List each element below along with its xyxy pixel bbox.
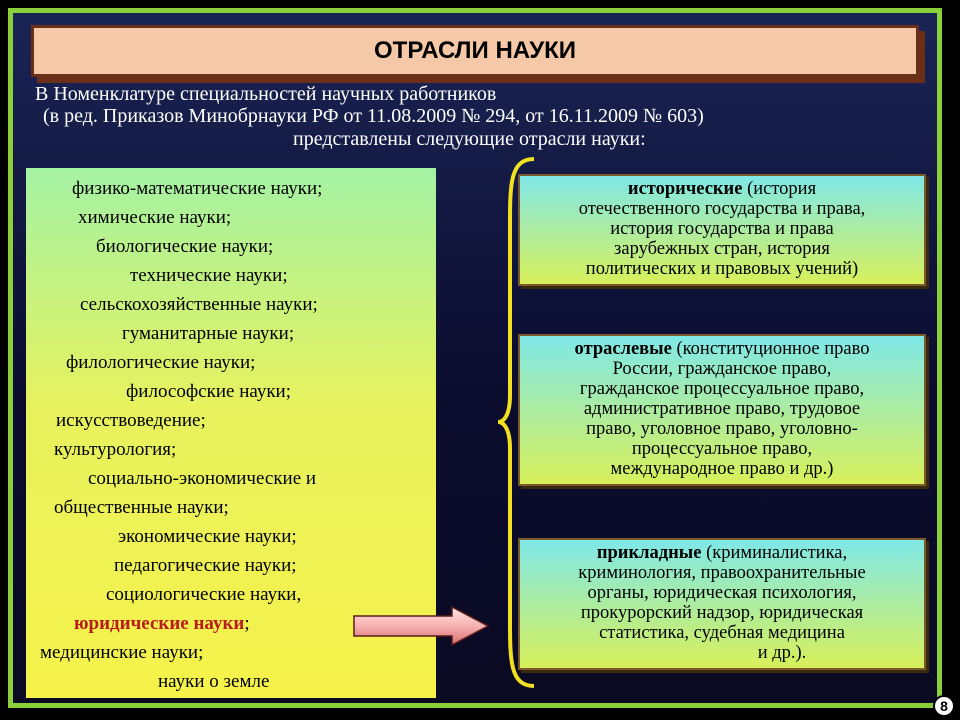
highlighted-science: юридические науки [74, 613, 245, 634]
science-item: физико-математические науки; [72, 178, 323, 199]
science-item: экономические науки; [118, 526, 297, 547]
historical-box: исторические (история отечественного государства и права, история государства и права зарубежных стран, история политических и правовых учений) [518, 174, 926, 286]
science-item: науки о земле [158, 671, 270, 692]
page-number-badge: 8 [933, 695, 955, 717]
box-heading: отраслевые [574, 339, 672, 359]
science-item: социально-экономические и [88, 468, 317, 489]
science-item: гуманитарные науки; [122, 323, 295, 344]
intro-line-3: представлены следующие отрасли науки: [293, 128, 646, 150]
science-item: философские науки; [126, 381, 292, 402]
science-item: медицинские науки; [40, 642, 204, 663]
science-item: искусствоведение; [56, 410, 206, 431]
box-heading: исторические [627, 179, 743, 199]
applied-box: прикладные (криминалистика, криминология, правоохранительные органы, юридическая психология, прокурорский надзор, юридическая статистика, судебная медицина и др.). [518, 538, 926, 670]
science-item: химические науки; [78, 207, 232, 228]
intro-line-2: (в ред. Приказов Минобрнауки РФ от 11.08.2009 № 294, от 16.11.2009 № 603) [43, 105, 704, 127]
science-item: социологические науки, [106, 584, 302, 605]
right-arrow-icon [352, 605, 492, 647]
slide-title: ОТРАСЛИ НАУКИ [31, 25, 919, 77]
science-item: общественные науки; [54, 497, 229, 518]
science-item: технические науки; [130, 265, 288, 286]
box-heading: прикладные [596, 543, 702, 563]
branch-box: отраслевые (конституционное право России, гражданское право, гражданское процессуальное право, административное право, трудовое право, уголовное право, уголовно- процессуальное право, международное право и др.) [518, 334, 926, 486]
science-item: педагогические науки; [114, 555, 297, 576]
highlight-suffix: ; [244, 613, 250, 634]
science-item: биологические науки; [96, 236, 274, 257]
intro-line-1: В Номенклатуре специальностей научных работников [35, 83, 497, 105]
science-item-highlighted [74, 613, 250, 635]
science-item: культурология; [54, 439, 177, 460]
science-item: сельскохозяйственные науки; [80, 294, 318, 315]
science-item: филологические науки; [66, 352, 256, 373]
